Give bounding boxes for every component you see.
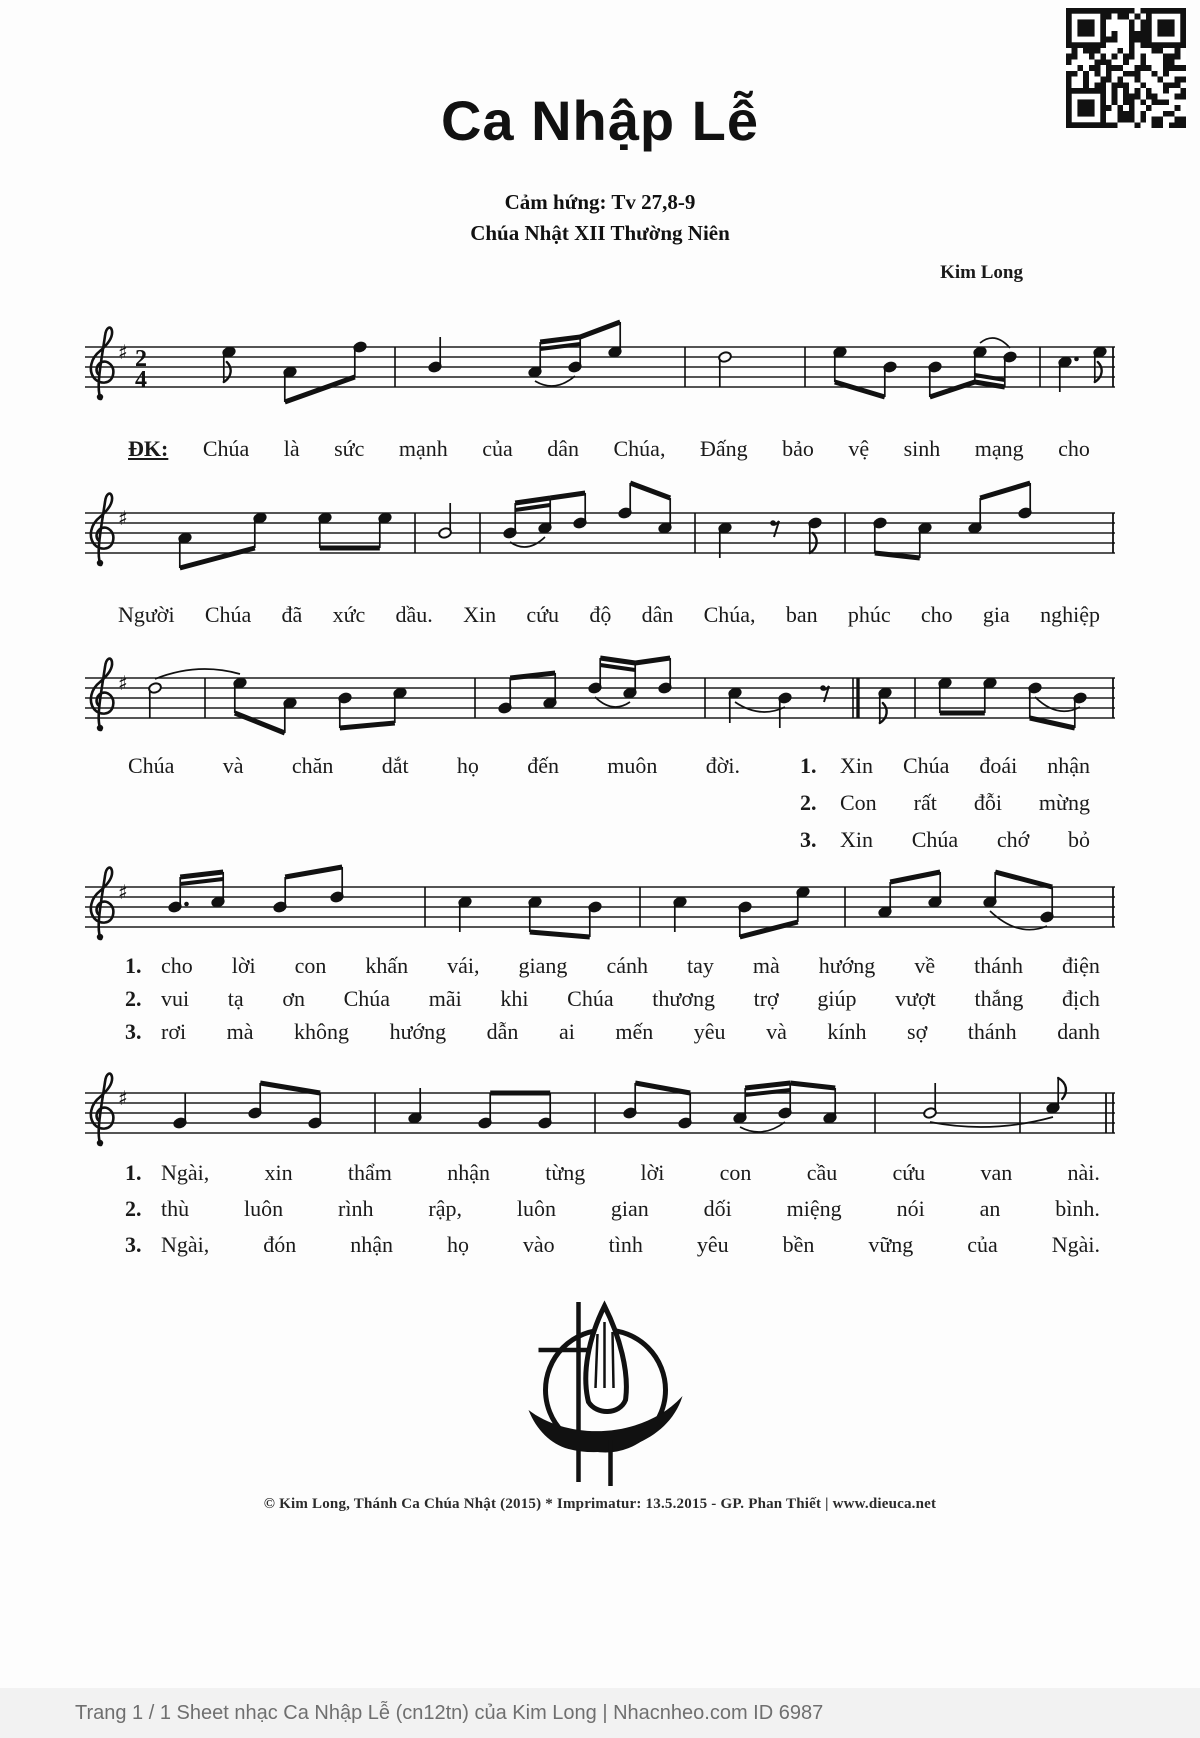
praying-hands-logo xyxy=(490,1292,715,1490)
lyric-word: đời. xyxy=(705,753,740,778)
lyric-word: cho xyxy=(920,602,953,627)
lyric-word: Ngài, xyxy=(161,1160,210,1185)
lyric-word: yêu xyxy=(696,1232,729,1257)
lyric-word: cho xyxy=(161,953,193,978)
lyric-word: khấn xyxy=(365,953,409,978)
lyric-word: hướng xyxy=(818,953,876,978)
lyric-word: luôn xyxy=(516,1196,556,1221)
lyric-word: Ngài. xyxy=(1051,1232,1100,1257)
lyric-word: đỗi xyxy=(973,790,1002,815)
lyric-word: bỏ xyxy=(1067,827,1090,852)
page-title: Ca Nhập Lễ xyxy=(440,89,760,152)
lyric-word: Chúa xyxy=(567,986,614,1011)
svg-text:2: 2 xyxy=(135,346,147,372)
lyric-word: đã xyxy=(281,602,303,627)
lyric-word: thánh xyxy=(967,1019,1017,1044)
copyright-credit: © Kim Long, Thánh Ca Chúa Nhật (2015) * Imprimatur: 13.5.2015 - GP. Phan Thiết | www.dieuca.net xyxy=(263,1496,937,1512)
verse-line-a-1 xyxy=(125,953,1100,979)
lyric-word: dẫn xyxy=(486,1019,519,1044)
lyric-word: vái, xyxy=(447,953,480,978)
lyric-word: danh xyxy=(1057,1019,1100,1044)
lyric-word: cứu xyxy=(892,1160,926,1185)
music-staff-1 xyxy=(85,302,1115,414)
lyric-word: dầu. xyxy=(395,602,433,627)
refrain-lyrics-line-1 xyxy=(128,436,1090,462)
lyric-word: thù xyxy=(161,1196,190,1221)
verse-line-b-2 xyxy=(125,1196,1100,1222)
music-staff-4 xyxy=(85,842,1115,954)
lyric-word: dắt xyxy=(381,753,409,778)
lyric-word: mãi xyxy=(428,986,462,1011)
lyric-word: dân xyxy=(547,436,580,461)
lyric-word: ai xyxy=(558,1019,575,1044)
lyric-word: về xyxy=(914,953,936,978)
lyric-word: vệ xyxy=(848,436,870,461)
verse-line-a-2 xyxy=(125,986,1100,1012)
lyric-word: rình xyxy=(338,1196,374,1221)
lyric-word: cầu xyxy=(806,1160,838,1185)
verse-number: 3. xyxy=(800,827,817,852)
lyric-word: miệng xyxy=(786,1196,842,1221)
lyric-word: cho xyxy=(1058,436,1090,461)
lyric-word: Chúa xyxy=(911,827,959,852)
music-staff-5 xyxy=(85,1048,1115,1160)
music-staff-3 xyxy=(85,633,1115,745)
lyric-word: Xin xyxy=(840,753,873,778)
lyric-word: yêu xyxy=(693,1019,726,1044)
lyric-word: sức xyxy=(334,436,365,461)
lyric-word: Xin xyxy=(840,827,873,852)
lyric-word: bình. xyxy=(1055,1196,1100,1221)
lyric-word: cứu xyxy=(526,602,560,627)
lyric-word: họ xyxy=(446,1232,469,1257)
lyric-word: sinh xyxy=(903,436,941,461)
verse-line-b-3 xyxy=(125,1232,1100,1258)
lyric-word: nhận xyxy=(1047,753,1090,778)
lyric-word: không xyxy=(294,1019,350,1044)
lyric-word: nói xyxy=(896,1196,925,1221)
refrain-lyrics-line-3 xyxy=(128,753,740,779)
lyric-word: dối xyxy=(703,1196,732,1221)
lyric-word: rập, xyxy=(428,1196,462,1221)
verse-number: 2. xyxy=(125,1196,142,1221)
lyric-word: của xyxy=(482,436,513,461)
lyric-word: nài. xyxy=(1067,1160,1100,1185)
lyric-word: gian xyxy=(610,1196,649,1221)
lyric-word: mạng xyxy=(974,436,1024,461)
lyric-word: nhận xyxy=(447,1160,490,1185)
lyric-word: Chúa xyxy=(128,753,175,778)
verse-cue-2 xyxy=(800,790,1090,816)
lyric-word: đến xyxy=(527,753,559,778)
lyric-word: từng xyxy=(545,1160,586,1185)
lyric-word: đón xyxy=(263,1232,297,1257)
lyric-word: mạnh xyxy=(398,436,448,461)
lyric-word: thánh xyxy=(974,953,1023,978)
lyric-word: chớ xyxy=(996,827,1030,852)
lyric-word: cánh xyxy=(606,953,648,978)
lyric-word: và xyxy=(766,1019,787,1044)
lyric-word: mến xyxy=(615,1019,654,1044)
lyric-word: muôn xyxy=(607,753,658,778)
lyric-word: tay xyxy=(686,953,714,978)
lyric-word: thẩm xyxy=(347,1160,392,1185)
lyric-word: xin xyxy=(264,1160,293,1185)
inspiration-subtitle: Cảm hứng: Tv 27,8-9 xyxy=(504,190,696,214)
occasion-subtitle: Chúa Nhật XII Thường Niên xyxy=(470,221,730,245)
lyric-word: bền xyxy=(782,1232,815,1257)
lyric-word: của xyxy=(967,1232,998,1257)
lyric-word: tình xyxy=(608,1232,643,1257)
lyric-word: Chúa xyxy=(204,602,252,627)
lyric-word: vượt xyxy=(895,986,936,1011)
lyric-word: đoái xyxy=(979,753,1018,778)
verse-line-b-1 xyxy=(125,1160,1100,1186)
lyric-word: Chúa, xyxy=(703,602,756,627)
lyric-word: Chúa, xyxy=(613,436,666,461)
lyric-word: vui xyxy=(161,986,190,1011)
lyric-word: xức xyxy=(332,602,366,627)
verse-line-a-3 xyxy=(125,1019,1100,1045)
lyric-word: sợ xyxy=(907,1019,928,1044)
lyric-word: Xin xyxy=(463,602,497,627)
lyric-word: phúc xyxy=(847,602,891,627)
lyric-word: và xyxy=(222,753,244,778)
verse-number: 1. xyxy=(125,1160,142,1185)
verse-number: 2. xyxy=(800,790,817,815)
lyric-word: van xyxy=(980,1160,1013,1185)
lyric-word: mà xyxy=(226,1019,254,1044)
lyric-word: lời xyxy=(640,1160,665,1185)
lyric-word: chăn xyxy=(291,753,334,778)
svg-text:♯: ♯ xyxy=(118,671,128,695)
lyric-word: Ngài, xyxy=(161,1232,210,1257)
svg-text:♯: ♯ xyxy=(118,880,128,904)
lyric-word: con xyxy=(719,1160,752,1185)
lyric-word: khi xyxy=(500,986,529,1011)
lyric-word: kính xyxy=(827,1019,867,1044)
lyric-word: thắng xyxy=(974,986,1024,1011)
lyric-word: thương xyxy=(652,986,715,1011)
verse-lines-block-2 xyxy=(125,1160,1100,1268)
verse-number: 1. xyxy=(125,953,142,978)
lyric-word: trợ xyxy=(753,986,779,1011)
lyric-word: Chúa xyxy=(202,436,250,461)
lyric-word: dân xyxy=(641,602,674,627)
lyric-word: giang xyxy=(518,953,568,978)
lyric-word: nghiệp xyxy=(1040,602,1100,627)
lyric-word: giúp xyxy=(817,986,857,1011)
svg-text:♯: ♯ xyxy=(118,1086,128,1110)
lyric-word: lời xyxy=(231,953,256,978)
verse-number: 3. xyxy=(125,1232,142,1257)
lyric-word: luôn xyxy=(244,1196,284,1221)
composer-name: Kim Long xyxy=(940,262,1023,283)
lyric-word: ban xyxy=(785,602,818,627)
verse-number: 1. xyxy=(800,753,817,778)
svg-text:4: 4 xyxy=(135,367,147,393)
lyric-word: bảo xyxy=(782,436,814,461)
lyric-word: là xyxy=(283,436,300,461)
lyric-word: rơi xyxy=(161,1019,187,1044)
lyric-word: hướng xyxy=(389,1019,447,1044)
refrain-lyrics-line-2 xyxy=(118,602,1100,628)
lyric-word: vào xyxy=(522,1232,555,1257)
verse-lines-block-1 xyxy=(125,953,1100,1052)
lyric-word: an xyxy=(979,1196,1001,1221)
lyric-word: tạ xyxy=(227,986,244,1011)
lyric-word: Con xyxy=(840,790,877,815)
music-staff-2 xyxy=(85,468,1115,580)
verse-number: 2. xyxy=(125,986,142,1011)
footer-caption: Trang 1 / 1 Sheet nhạc Ca Nhập Lễ (cn12tn) của Kim Long | Nhacnheo.com ID 6987 xyxy=(75,1702,824,1724)
verse-number: 3. xyxy=(125,1019,142,1044)
lyric-word: độ xyxy=(589,602,612,627)
lyric-word: Chúa xyxy=(902,753,950,778)
lyric-word: Chúa xyxy=(343,986,391,1011)
svg-text:♯: ♯ xyxy=(118,340,128,364)
lyric-word: họ xyxy=(456,753,479,778)
lyric-word: mà xyxy=(752,953,780,978)
lyric-word: vững xyxy=(868,1232,914,1257)
footer-bar xyxy=(0,1688,1200,1738)
lyric-word: ơn xyxy=(282,986,305,1011)
lyric-word: Đấng xyxy=(699,436,748,461)
svg-text:♯: ♯ xyxy=(118,506,128,530)
lyric-word: mừng xyxy=(1038,790,1090,815)
lyric-word: gia xyxy=(982,602,1010,627)
lyric-word: con xyxy=(294,953,327,978)
lyric-word: điện xyxy=(1061,953,1100,978)
lyric-word: địch xyxy=(1062,986,1100,1011)
verse-cue-1 xyxy=(800,753,1090,779)
lyric-word: Người xyxy=(118,602,175,627)
lyric-word: nhận xyxy=(350,1232,393,1257)
lyric-word: rất xyxy=(913,790,937,815)
refrain-label: ĐK: xyxy=(128,436,169,461)
